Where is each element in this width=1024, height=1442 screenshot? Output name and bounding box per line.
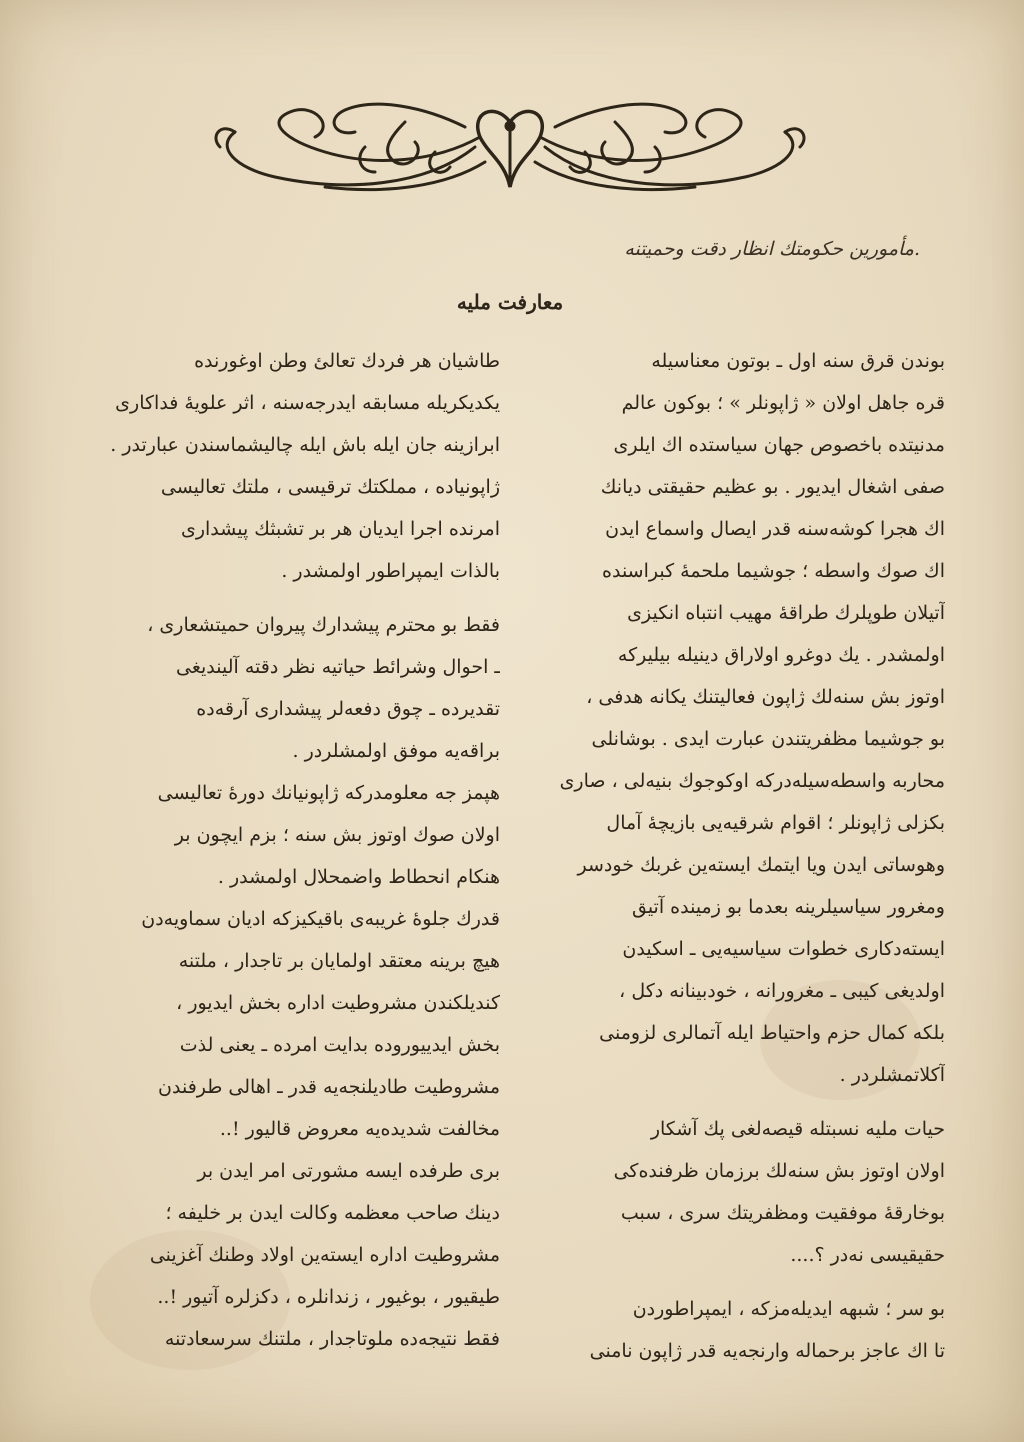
text-line: دينك صاحب معظمه وكالت ايدن بر خليفه ؛ — [165, 1202, 500, 1224]
text-line: طيقيور ، بوغيور ، زندانلره ، دكزلره آتيور !.. — [157, 1286, 500, 1308]
text-line: بلكه كمال حزم واحتياط ايله آتمالرى لزومنى — [599, 1022, 945, 1044]
text-line: بوخارقۀ موفقيت ومظفريتك سرى ، سبب — [620, 1202, 945, 1224]
paragraph — [70, 604, 500, 772]
text-line: اولان صوك اوتوز بش سنه ؛ بزم ايچون بر — [174, 824, 500, 846]
text-line: ومغرور سياسيلرينه بعدما بو زمينده آتيق — [631, 896, 945, 918]
text-line: آتيلان طوپلرك طراقۀ مهيب انتباه انكيزى — [627, 602, 945, 624]
text-line: فقط بو محترم پيشدارك پيروان حميتشعارى ، — [147, 614, 500, 636]
text-line: بو سر ؛ شبهه ايديله‌مزكه ، ايمپراطوردن — [632, 1298, 945, 1320]
text-line: اك صوك واسطه ؛ جوشيما ملحمۀ كبراسنده — [602, 560, 945, 582]
paragraph — [525, 340, 945, 1096]
text-line: قره جاهل اولان « ژاپونلر » ؛ بوكون عالم — [621, 392, 945, 414]
text-line: بكزلى ژاپونلر ؛ اقوام شرقيه‌يى بازيچۀ آمال — [606, 812, 945, 834]
text-line: وهوساتى ايدن ويا ايتمك ايسته‌ين غربك خودسر — [577, 854, 945, 876]
text-line: بالذات ايمپراطور اولمشدر . — [281, 560, 500, 582]
text-line: اوتوز بش سنه‌لك ژاپون فعاليتنك يكانه هدفى ، — [586, 686, 945, 708]
paragraph — [70, 466, 500, 592]
paragraph — [70, 898, 500, 1150]
text-line: هنكام انحطاط واضمحلال اولمشدر . — [217, 866, 500, 888]
text-line: ايسته‌دكارى خطوات سياسيه‌يى ـ اسكيدن — [622, 938, 945, 960]
text-line: مدنيتده باخصوص جهان سياستده اك ايلرى — [613, 434, 945, 456]
text-line: ـ احوال وشرائط حياتيه نظر دقته آلينديغى — [175, 656, 500, 678]
text-line: صفى اشغال ايديور . بو عظيم حقيقتى ديانك — [600, 476, 945, 498]
text-line: بوندن قرق سنه اول ـ بوتون معناسيله — [651, 350, 945, 372]
text-line: امرنده اجرا ايديان هر بر تشبثك پيشدارى — [180, 518, 500, 540]
text-line: كنديلكندن مشروطيت اداره بخش ايديور ، — [176, 992, 500, 1014]
text-line: هيچ برينه معتقد اولمايان بر تاجدار ، ملتنه — [178, 950, 500, 972]
text-line: فقط نتيجه‌ده ملوتاجدار ، ملتنك سرسعادتنه — [164, 1328, 500, 1350]
text-line: ژاپونياده ، مملكتك ترقيسى ، ملتك تعاليسى — [160, 476, 500, 498]
text-line: مشروطيت طاديلنجه‌يه قدر ـ اهالى طرفندن — [158, 1076, 500, 1098]
text-line: اولمشدر . يك دوغرو اولاراق دينيله بيليركه — [617, 644, 945, 666]
paragraph — [70, 772, 500, 898]
text-line: هپمز جه معلومدركه ژاپونيانك دورۀ تعاليسى — [157, 782, 500, 804]
text-line: بخش ايدييوروده بدايت امرده ـ يعنى لذت — [179, 1034, 500, 1056]
text-line: طاشيان هر فردك تعالئ وطن اوغورنده — [194, 350, 500, 372]
text-line: برى طرفده ايسه مشورتى امر ايدن بر — [197, 1160, 500, 1182]
left-column — [70, 340, 500, 1360]
paragraph — [70, 1150, 500, 1360]
text-line: بو جوشيما مظفريتندن عبارت ايدى . بوشانلى — [591, 728, 945, 750]
right-column — [525, 340, 945, 1372]
text-line: اك هجرا كوشه‌سنه قدر ايصال واسماع ايدن — [605, 518, 945, 540]
text-line: قدرك جلوۀ غريبه‌ى باقيكيزكه اديان سماويه‌دن — [141, 908, 500, 930]
text-line: حيات مليه نسبتله قيصه‌لغى پك آشكار — [650, 1118, 945, 1140]
text-line: آكلاتمشلردر . — [839, 1064, 945, 1086]
floral-ornament-icon — [205, 92, 815, 197]
text-line: تقديرده ـ چوق دفعه‌لر پيشدارى آرقه‌ده — [196, 698, 500, 720]
text-line: ابرازينه جان ايله باش ايله چاليشماسندن عبارتدر . — [110, 434, 500, 456]
text-line: حقيقيسى نه‌در ؟.... — [790, 1244, 945, 1266]
text-line: مشروطيت اداره ايسته‌ين اولاد وطنك آغزينى — [149, 1244, 500, 1266]
text-line: اولديغى كيبى ـ مغرورانه ، خودبينانه دكل ، — [619, 980, 945, 1002]
paragraph — [525, 1108, 945, 1276]
text-line: براقه‌يه موفق اولمشلردر . — [292, 740, 500, 762]
section-title: معارفت مليه — [456, 290, 564, 314]
text-line: تا اك عاجز برحماله وارنجه‌يه قدر ژاپون نامنى — [589, 1340, 945, 1362]
text-line: يكديكريله مسابقه ايدرجه‌سنه ، اثر علويۀ فداكارى — [115, 392, 500, 414]
text-line: محاربه واسطه‌سيله‌دركه اوكوجوك بنيه‌لى ، صارى — [559, 770, 945, 792]
header-subtitle: .مأمورين حكومتك انظار دقت وحميتنه — [624, 238, 920, 260]
text-line: مخالفت شديده‌يه معروض قاليور !.. — [219, 1118, 500, 1140]
text-line: اولان اوتوز بش سنه‌لك برزمان ظرفنده‌كى — [613, 1160, 945, 1182]
paragraph — [70, 340, 500, 466]
paragraph — [525, 1288, 945, 1372]
